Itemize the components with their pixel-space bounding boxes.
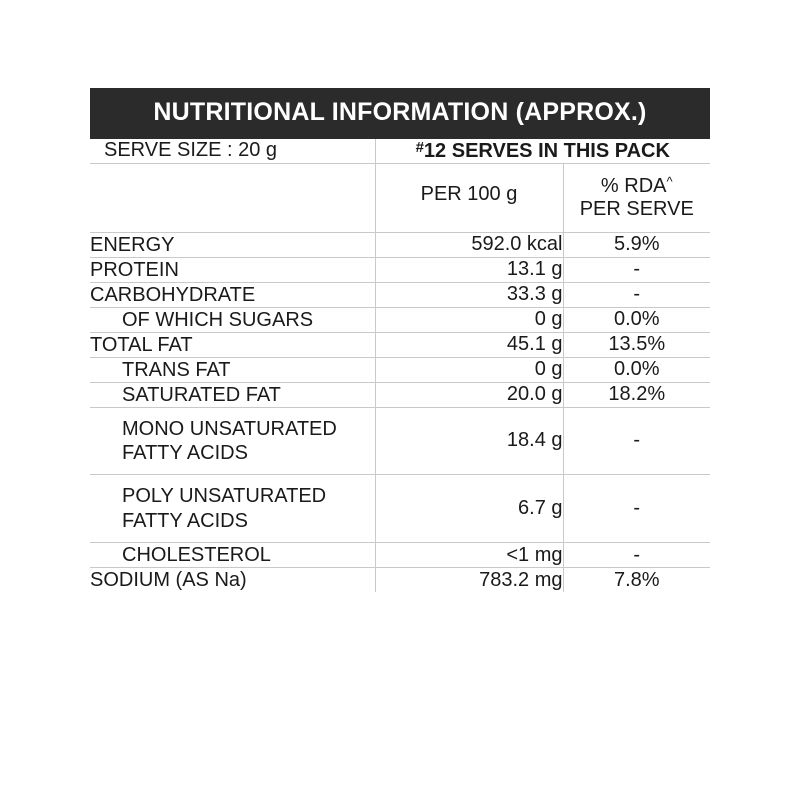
header-per-100g: PER 100 g bbox=[375, 163, 563, 232]
nutrient-rda-value: 0.0% bbox=[563, 307, 710, 332]
header-blank-cell bbox=[90, 163, 375, 232]
nutrient-row bbox=[90, 357, 710, 382]
nutrient-label: SATURATED FAT bbox=[90, 382, 375, 407]
nutrient-rda-value: - bbox=[563, 257, 710, 282]
nutrient-label: CARBOHYDRATE bbox=[90, 282, 375, 307]
serves-per-pack-text: 12 SERVES IN THIS PACK bbox=[423, 139, 670, 162]
serves-per-pack bbox=[375, 139, 710, 164]
nutrition-panel bbox=[90, 88, 710, 592]
nutrition-table bbox=[90, 139, 710, 593]
nutrient-per-100g-value: 13.1 g bbox=[375, 257, 563, 282]
header-rda-superscript: ^ bbox=[666, 173, 673, 189]
hash-marker: # bbox=[415, 138, 424, 156]
column-header-row bbox=[90, 163, 710, 232]
nutrient-row bbox=[90, 407, 710, 475]
nutrient-rda-value: 13.5% bbox=[563, 332, 710, 357]
nutrient-per-100g-value: 783.2 mg bbox=[375, 568, 563, 593]
panel-title: NUTRITIONAL INFORMATION (APPROX.) bbox=[90, 88, 710, 139]
nutrient-rda-value: - bbox=[563, 475, 710, 543]
nutrient-label: TRANS FAT bbox=[90, 357, 375, 382]
nutrient-row bbox=[90, 382, 710, 407]
nutrient-rda-value: - bbox=[563, 543, 710, 568]
nutrient-label: SODIUM (AS Na) bbox=[90, 569, 247, 592]
nutrient-label: POLY UNSATURATED FATTY ACIDS bbox=[90, 475, 375, 543]
serve-size-label: SERVE SIZE : 20 g bbox=[90, 139, 375, 164]
serve-info-row bbox=[90, 139, 710, 164]
nutrient-rda-value: 7.8% bbox=[563, 568, 710, 593]
header-rda-per-serve bbox=[563, 163, 710, 232]
nutrient-row bbox=[90, 332, 710, 357]
nutrition-table-body bbox=[90, 139, 710, 593]
nutrient-row bbox=[90, 307, 710, 332]
nutrient-rda-value: 18.2% bbox=[563, 382, 710, 407]
nutrient-per-100g-value: 0 g bbox=[375, 357, 563, 382]
nutrient-per-100g-value: 18.4 g bbox=[375, 407, 563, 475]
nutrient-row bbox=[90, 475, 710, 543]
nutrient-label: ENERGY bbox=[90, 232, 375, 257]
nutrient-rda-value: 0.0% bbox=[563, 357, 710, 382]
nutrient-per-100g-value: 33.3 g bbox=[375, 282, 563, 307]
nutrient-per-100g-value: 45.1 g bbox=[375, 332, 563, 357]
nutrient-row bbox=[90, 543, 710, 568]
nutrient-label: PROTEIN bbox=[90, 257, 375, 282]
nutrient-label: CHOLESTEROL bbox=[90, 543, 375, 568]
nutrient-label: TOTAL FAT bbox=[90, 332, 375, 357]
nutrient-rda-value: - bbox=[563, 407, 710, 475]
nutrient-label: MONO UNSATURATED FATTY ACIDS bbox=[90, 407, 375, 475]
header-rda-line1: % RDA bbox=[600, 174, 667, 197]
nutrient-row bbox=[90, 282, 710, 307]
nutrient-per-100g-value: 0 g bbox=[375, 307, 563, 332]
nutrient-per-100g-value: 6.7 g bbox=[375, 475, 563, 543]
header-rda-line2: PER SERVE bbox=[579, 197, 694, 220]
nutrient-row bbox=[90, 232, 710, 257]
nutrient-per-100g-value: 20.0 g bbox=[375, 382, 563, 407]
nutrient-rda-value: 5.9% bbox=[563, 232, 710, 257]
nutrient-row bbox=[90, 568, 710, 593]
nutrient-rda-value: - bbox=[563, 282, 710, 307]
nutrient-per-100g-value: 592.0 kcal bbox=[375, 232, 563, 257]
nutrient-label: OF WHICH SUGARS bbox=[90, 307, 375, 332]
nutrient-row bbox=[90, 257, 710, 282]
nutrient-per-100g-value: <1 mg bbox=[375, 543, 563, 568]
